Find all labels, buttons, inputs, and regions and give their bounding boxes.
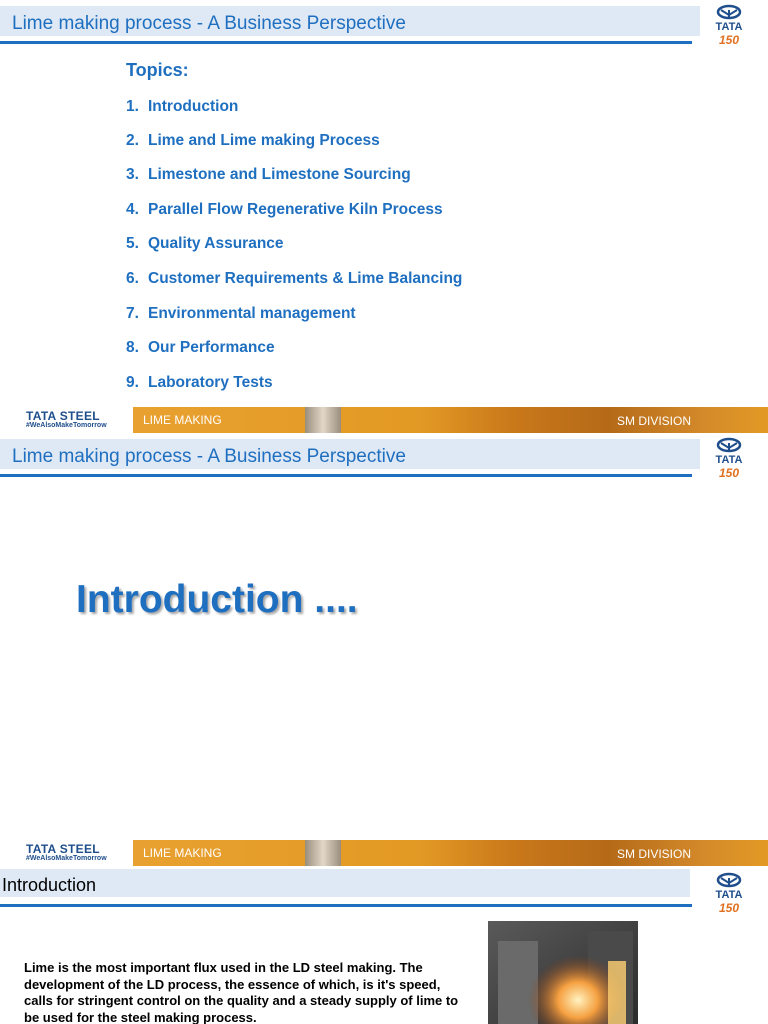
topic-item: 2. Lime and Lime making Process — [126, 132, 380, 149]
slide-2 — [0, 433, 768, 866]
tata-steel-brand — [0, 840, 133, 866]
topic-item: 8. Our Performance — [126, 339, 275, 356]
steel-making-photo — [488, 921, 638, 1024]
logo-badge: 150 — [718, 901, 740, 915]
slide-footer — [0, 407, 768, 433]
title-underline — [0, 474, 692, 477]
slide-title: Introduction — [2, 875, 97, 895]
tata-150-logo — [708, 437, 750, 483]
topic-item: 5. Quality Assurance — [126, 235, 284, 252]
brand-name: TATA STEEL — [26, 842, 100, 856]
title-bar — [0, 439, 700, 469]
intro-paragraph: Lime is the most important flux used in the LD steel making. The development of the LD process, the essence of which, is it's speed, calls for stringent control on the quality and a steady supply of lime to be used for the steel making process. — [24, 960, 459, 1024]
title-bar — [0, 6, 700, 36]
footer-kiln-image — [305, 840, 341, 866]
topic-item: 3. Limestone and Limestone Sourcing — [126, 166, 411, 183]
tata-150-logo — [708, 872, 750, 918]
brand-tagline: #WeAlsoMakeTomorrow — [26, 855, 107, 862]
topics-heading: Topics: — [126, 60, 189, 80]
tata-steel-brand — [0, 407, 133, 433]
slide-title: Lime making process - A Business Perspective — [12, 13, 406, 34]
tata-150-logo — [708, 4, 750, 50]
slide-title: Lime making process - A Business Perspective — [12, 446, 406, 467]
logo-text: TATA — [715, 454, 743, 466]
topic-item: 1. Introduction — [126, 98, 239, 115]
topic-item: 7. Environmental management — [126, 305, 356, 322]
brand-name: TATA STEEL — [26, 409, 100, 423]
footer-right-label: SM DIVISION — [617, 847, 692, 861]
section-heading: Introduction .... — [76, 578, 358, 621]
title-bar — [0, 869, 690, 897]
footer-left-label: LIME MAKING — [143, 413, 222, 427]
topic-item: 4. Parallel Flow Regenerative Kiln Process — [126, 201, 443, 218]
logo-badge: 150 — [718, 466, 740, 480]
slide-footer — [0, 840, 768, 866]
footer-left-label: LIME MAKING — [143, 846, 222, 860]
logo-badge: 150 — [718, 33, 740, 47]
logo-text: TATA — [715, 21, 743, 33]
brand-tagline: #WeAlsoMakeTomorrow — [26, 422, 107, 429]
title-underline — [0, 904, 692, 907]
logo-text: TATA — [715, 889, 743, 901]
title-underline — [0, 41, 692, 44]
topic-item: 6. Customer Requirements & Lime Balancing — [126, 270, 463, 287]
topic-item: 9. Laboratory Tests — [126, 374, 273, 391]
footer-kiln-image — [305, 407, 341, 433]
slide-3 — [0, 866, 768, 1024]
footer-right-label: SM DIVISION — [617, 414, 692, 428]
slide-1 — [0, 0, 768, 433]
